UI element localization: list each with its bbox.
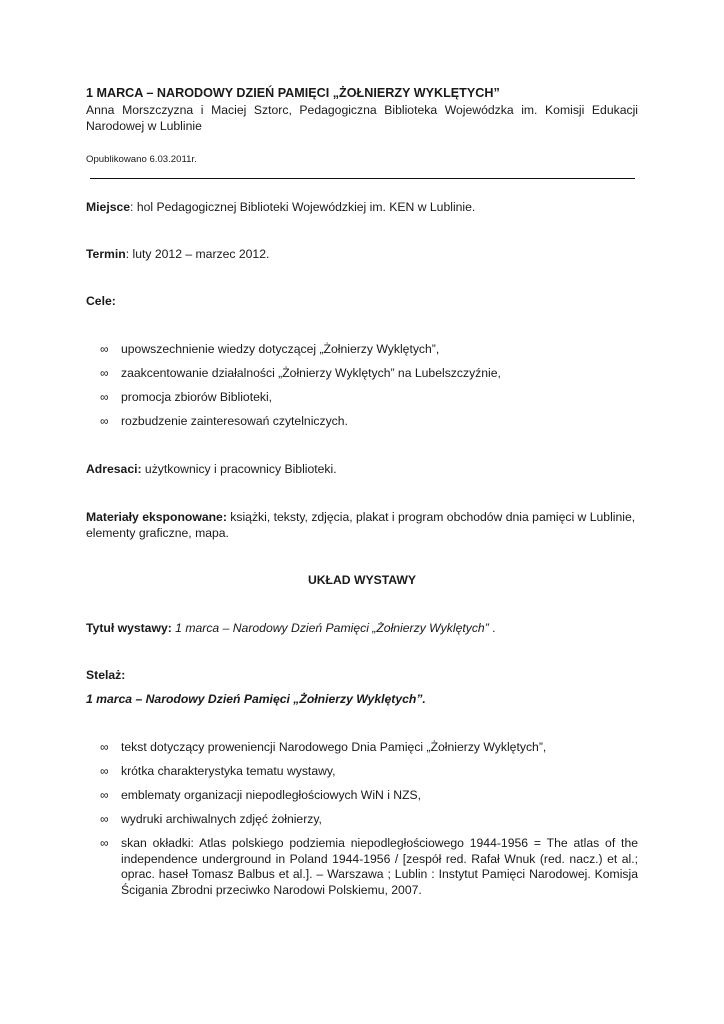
document-title: 1 MARCA – NARODOWY DZIEŃ PAMIĘCI „ŻOŁNIERZY WYKLĘTYCH”	[86, 86, 500, 100]
stand-subtitle: 1 marca – Narodowy Dzień Pamięci „Żołnierzy Wyklętych”.	[86, 692, 426, 706]
term-text: : luty 2012 – marzec 2012.	[125, 247, 270, 261]
infinity-bullet-icon: ∞	[100, 788, 109, 802]
term-paragraph	[86, 247, 638, 263]
infinity-bullet-icon: ∞	[100, 390, 109, 404]
list-item: ∞ upowszechnienie wiedzy dotyczącej „Żołnierzy Wyklętych”,	[100, 342, 440, 356]
infinity-bullet-icon: ∞	[100, 740, 109, 754]
authors-line: Anna Morszczyzna i Maciej Sztorc, Pedagogiczna Biblioteka Wojewódzka im. Komisji Edukacji Narodowej w Lublinie	[86, 103, 638, 133]
list-item: ∞ emblematy organizacji niepodległościowych WiN i NZS,	[100, 788, 422, 802]
infinity-bullet-icon: ∞	[100, 414, 109, 428]
infinity-bullet-icon: ∞	[100, 342, 109, 356]
place-text: : hol Pedagogicznej Biblioteki Wojewódzkiej im. KEN w Lublinie.	[130, 200, 476, 214]
goals-list	[100, 342, 638, 438]
infinity-bullet-icon: ∞	[100, 764, 109, 778]
stand-heading: Stelaż:	[86, 668, 126, 682]
place-paragraph	[86, 200, 638, 216]
audience-paragraph	[86, 462, 638, 478]
materials-paragraph	[86, 510, 638, 541]
publication-date: Opublikowano 6.03.2011r.	[86, 154, 197, 165]
list-item: ∞ krótka charakterystyka tematu wystawy,	[100, 764, 336, 778]
list-item: ∞ promocja zbiorów Biblioteki,	[100, 390, 273, 404]
horizontal-rule	[90, 178, 635, 179]
list-item: ∞ rozbudzenie zainteresowań czytelniczych.	[100, 414, 348, 428]
materials-label: Materiały eksponowane:	[86, 510, 227, 524]
list-item: ∞ zaakcentowanie działalności „Żołnierzy Wyklętych” na Lubelszczyźnie,	[100, 366, 501, 380]
goals-heading: Cele:	[86, 294, 116, 308]
exhibition-title-label: Tytuł wystawy:	[86, 621, 172, 635]
exhibition-title-text: 1 marca – Narodowy Dzień Pamięci „Żołnierzy Wyklętych”	[171, 621, 493, 635]
place-label: Miejsce	[86, 200, 131, 214]
stand-list	[100, 740, 638, 898]
infinity-bullet-icon: ∞	[100, 812, 109, 826]
materials-text: książki, teksty, zdjęcia, plakat i program obchodów dnia pamięci w Lublinie, elementy graficzne, mapa.	[86, 510, 636, 540]
term-label: Termin	[86, 247, 126, 261]
audience-text: użytkownicy i pracownicy Biblioteki.	[141, 462, 337, 476]
infinity-bullet-icon: ∞	[100, 836, 109, 850]
audience-label: Adresaci:	[86, 462, 142, 476]
list-item: ∞ wydruki archiwalnych zdjęć żołnierzy,	[100, 812, 322, 826]
infinity-bullet-icon: ∞	[100, 366, 109, 380]
list-item: ∞ tekst dotyczący proweniencji Narodowego Dnia Pamięci „Żołnierzy Wyklętych”,	[100, 740, 547, 754]
list-item: ∞ skan okładki: Atlas polskiego podziemia niepodległościowego 1944-1956 = The atlas of the independence underground in Poland 1944-1956 / [zespół red. Rafał Wnuk (red. nacz.) et al.; oprac. haseł Tomasz Balbus et al.]. – Warszawa ; Lublin : Instytut Pamięci Narodowej. Komisja Ścigania Zbrodni przeciwko Narodowi Polskiemu, 2007.	[100, 836, 638, 897]
layout-heading: UKŁAD WYSTAWY	[307, 573, 417, 587]
exhibition-title-paragraph: Tytuł wystawy: 1 marca – Narodowy Dzień Pamięci „Żołnierzy Wyklętych” .	[86, 621, 496, 635]
